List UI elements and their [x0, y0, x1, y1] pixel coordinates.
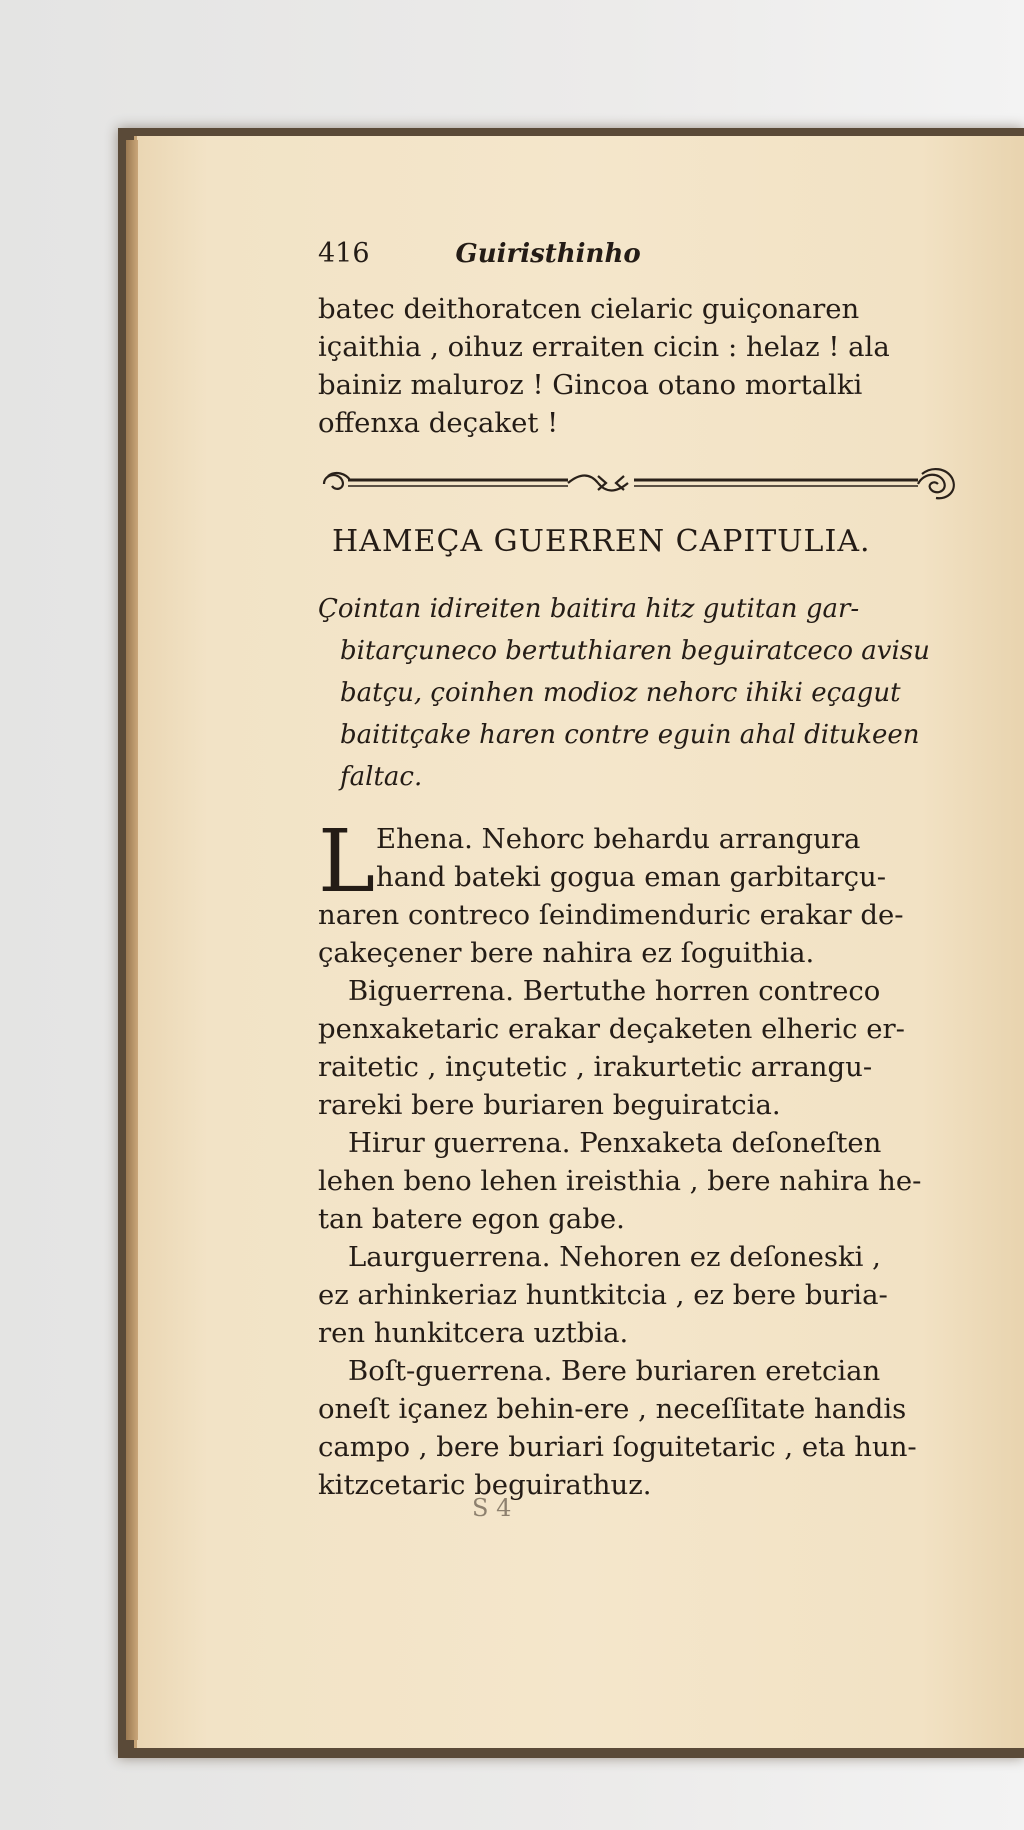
- text-line: Hirur guerrena. Penxaketa deſoneſten: [348, 1127, 882, 1159]
- text-line: penxaketaric erakar deçaketen elheric er-: [318, 1013, 905, 1045]
- text-line: offenxa deçaket !: [318, 407, 559, 439]
- text-line: hand bateki goguа eman garbitarçu-: [376, 861, 887, 893]
- paragraph: [318, 1124, 966, 1238]
- text-line: raitetic , inçutetic , irakurtetic arrangu-: [318, 1051, 873, 1083]
- opening-paragraph: [318, 290, 966, 442]
- page-number: 416: [318, 238, 370, 269]
- text-line: campo , bere buriari ſoguitetaric , eta hun-: [318, 1431, 917, 1463]
- text-line: tan batere egon gabe.: [318, 1203, 625, 1235]
- running-head: [318, 238, 966, 290]
- text-line: lehen beno lehen ireisthia , bere nahira he-: [318, 1165, 922, 1197]
- summary-line: bitarçuneco bertuthiaren beguiratceco avisu: [340, 636, 930, 666]
- text-line: çakeçener bere nahira ez ſoguithia.: [318, 937, 815, 969]
- summary-line: faltac.: [340, 762, 423, 792]
- paragraph: [318, 1352, 966, 1504]
- summary-line: Çointan idireiten baitira hitz gutitan gar-: [318, 594, 860, 624]
- text-line: içaithia , oihuz erraiten cicin : helaz ! ala: [318, 331, 890, 363]
- page-text: [318, 238, 966, 1522]
- text-line: Boſt-guerrena. Bere buriaren eretcian: [348, 1355, 881, 1387]
- paragraph-first: [318, 812, 966, 972]
- text-line: ez arhinkeriaz huntkitcia , ez bere buria-: [318, 1279, 888, 1311]
- text-line: batec deithoratcen cielaric guiçonaren: [318, 293, 860, 325]
- text-line: kitzcetaric beguirathuz.: [318, 1469, 652, 1501]
- paragraph: [318, 972, 966, 1124]
- ornamental-rule: [318, 462, 966, 504]
- text-line: Biguerrena. Bertuthe horren contreco: [348, 975, 881, 1007]
- text-line: rareki bere buriaren beguiratcia.: [318, 1089, 781, 1121]
- text-line: ren hunkitcera uztbia.: [318, 1317, 629, 1349]
- page-gutter-edge: [126, 140, 138, 1740]
- chapter-title: HAMEÇA GUERREN CAPITULIA.: [332, 524, 871, 559]
- drop-cap: L: [318, 812, 376, 912]
- running-title: Guiristhinho: [455, 239, 641, 269]
- paragraph: [318, 1238, 966, 1352]
- ornament-icon: [318, 462, 966, 504]
- signature-mark: S 4: [472, 1494, 512, 1522]
- chapter-summary: [318, 588, 966, 798]
- summary-line: batçu, çoinhen modioz nehorc ihiki eçagut: [340, 678, 901, 708]
- text-line: bainiz maluroz ! Gincoa otano mortalki: [318, 369, 863, 401]
- text-line: Ehena. Nehorc behardu arrangura: [376, 823, 861, 855]
- chapter-body: [318, 812, 966, 1504]
- text-line: oneſt içanez behin-ere , neceſſitate handis: [318, 1393, 907, 1425]
- summary-line: baititçake haren contre eguin ahal ditukeen: [340, 720, 920, 750]
- text-line: Laurguerrena. Nehoren ez deſoneski ,: [348, 1241, 881, 1273]
- text-line: naren contreco ſeindimenduric erakar de-: [318, 899, 904, 931]
